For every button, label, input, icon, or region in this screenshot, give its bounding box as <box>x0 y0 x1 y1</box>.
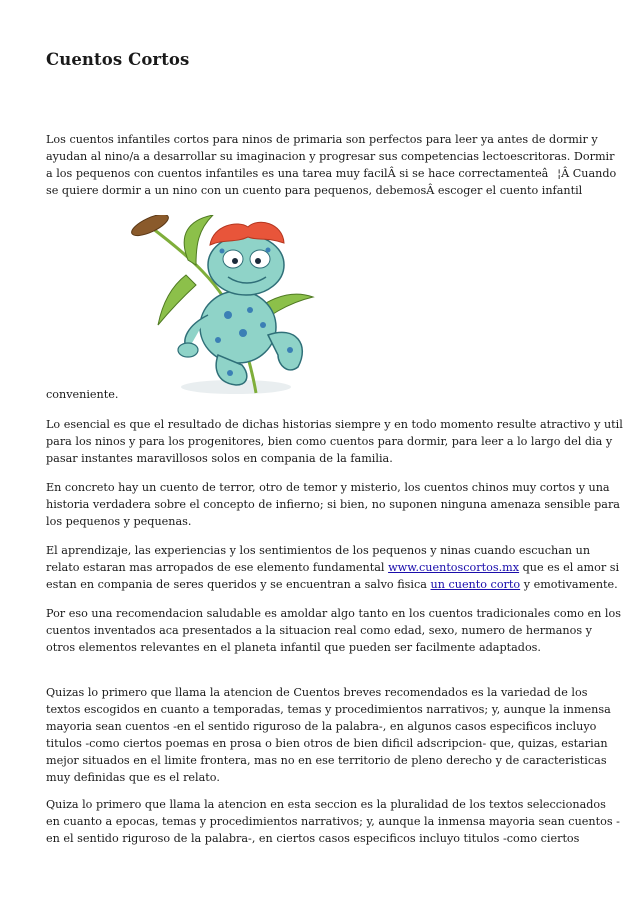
text-line: mejor situados en el limite frontera, mas no en ese territorio de pleno derecho y de caracteristicas <box>46 754 607 767</box>
text-line: titulos -como ciertos poemas en prosa o bien otros de bien dificil adscripcion- que, quizas, estarian <box>46 737 608 750</box>
paragraph-terror <box>46 479 620 530</box>
cuentoscortos-link[interactable]: www.cuentoscortos.mx <box>388 561 520 574</box>
text-line: a los pequenos con cuentos infantiles es una tarea muy facilÂ si se hace correctamenteâ¦Â Cuando <box>46 167 617 180</box>
text-line: Lo esencial es que el resultado de dichas historias siempre y en todo momento resulte atractivo y util <box>46 418 623 431</box>
text-line: Los cuentos infantiles cortos para ninos de primaria son perfectos para leer ya antes de dormir y <box>46 133 598 146</box>
paragraph-recommendation <box>46 605 621 656</box>
text-line: muy definidas que es el relato. <box>46 771 220 784</box>
text-segment: relato estaran mas arropados de ese elemento fundamental <box>46 561 389 574</box>
text-line <box>46 559 620 576</box>
text-line: pasar instantes maravillosos solos en compania de la familia. <box>46 452 393 465</box>
text-line: textos escogidos en cuanto a temporadas, temas y procedimientos narrativos; y, aunque la inmensa <box>46 703 611 716</box>
text-line: en cuanto a epocas, temas y procedimientos narrativos; y, aunque la inmensa mayoria sean cuentos - <box>46 815 620 828</box>
text-line: para los ninos y para los progenitores, bien como cuentos para dormir, para leer a lo largo del dia y <box>46 435 613 448</box>
paragraph-intro <box>46 131 617 199</box>
text-line: se quiere dormir a un nino con un cuento para pequenos, debemosÂ escoger el cuento infantil <box>46 184 583 197</box>
paragraph-intro-tail: conveniente. <box>46 388 119 401</box>
paragraph-variety <box>46 684 611 786</box>
text-line: El aprendizaje, las experiencias y los sentimientos de los pequenos y ninas cuando escuchan un <box>46 544 591 557</box>
page-title: Cuentos Cortos <box>46 50 190 69</box>
text-line: en el sentido riguroso de la palabra-, en ciertos casos especificos incluyo titulos -como ciertos <box>46 832 580 845</box>
text-line: historia verdadera sobre el concepto de infierno; si bien, no suponen ninguna amenaza sensible para <box>46 498 620 511</box>
un-cuento-corto-link[interactable]: un cuento corto <box>430 578 521 591</box>
text-segment: y emotivamente. <box>520 578 618 591</box>
text-line: En concreto hay un cuento de terror, otro de temor y misterio, los cuentos chinos muy cortos y una <box>46 481 610 494</box>
frog-with-reed-image <box>118 215 320 397</box>
text-line: ayudan al nino/a a desarrollar su imaginacion y progresar sus competencias lectoescritoras. Dormir <box>46 150 615 163</box>
text-line: Por eso una recomendacion saludable es amoldar algo tanto en los cuentos tradicionales como en los <box>46 607 621 620</box>
text-line: otros elementos relevantes en el planeta infantil que pueden ser facilmente adaptados. <box>46 641 541 654</box>
text-line: cuentos inventados aca presentados a la situacion real como edad, sexo, numero de hermanos y <box>46 624 592 637</box>
text-line <box>46 576 618 593</box>
text-line: los pequenos y pequenas. <box>46 515 192 528</box>
paragraph-learning <box>46 542 620 593</box>
paragraph-plurality <box>46 796 620 847</box>
frog-illustration <box>118 215 320 397</box>
text-line: Quizas lo primero que llama la atencion de Cuentos breves recomendados es la variedad de los <box>46 686 588 699</box>
text-line: mayoria sean cuentos -en el sentido riguroso de la palabra-, en algunos casos especificos incluyo <box>46 720 597 733</box>
text-segment: que es el amor si <box>519 561 620 574</box>
text-segment: estan en compania de seres queridos y se encuentran a salvo fisica <box>46 578 431 591</box>
paragraph-essential <box>46 416 623 467</box>
text-line: Quiza lo primero que llama la atencion en esta seccion es la pluralidad de los textos seleccionados <box>46 798 606 811</box>
